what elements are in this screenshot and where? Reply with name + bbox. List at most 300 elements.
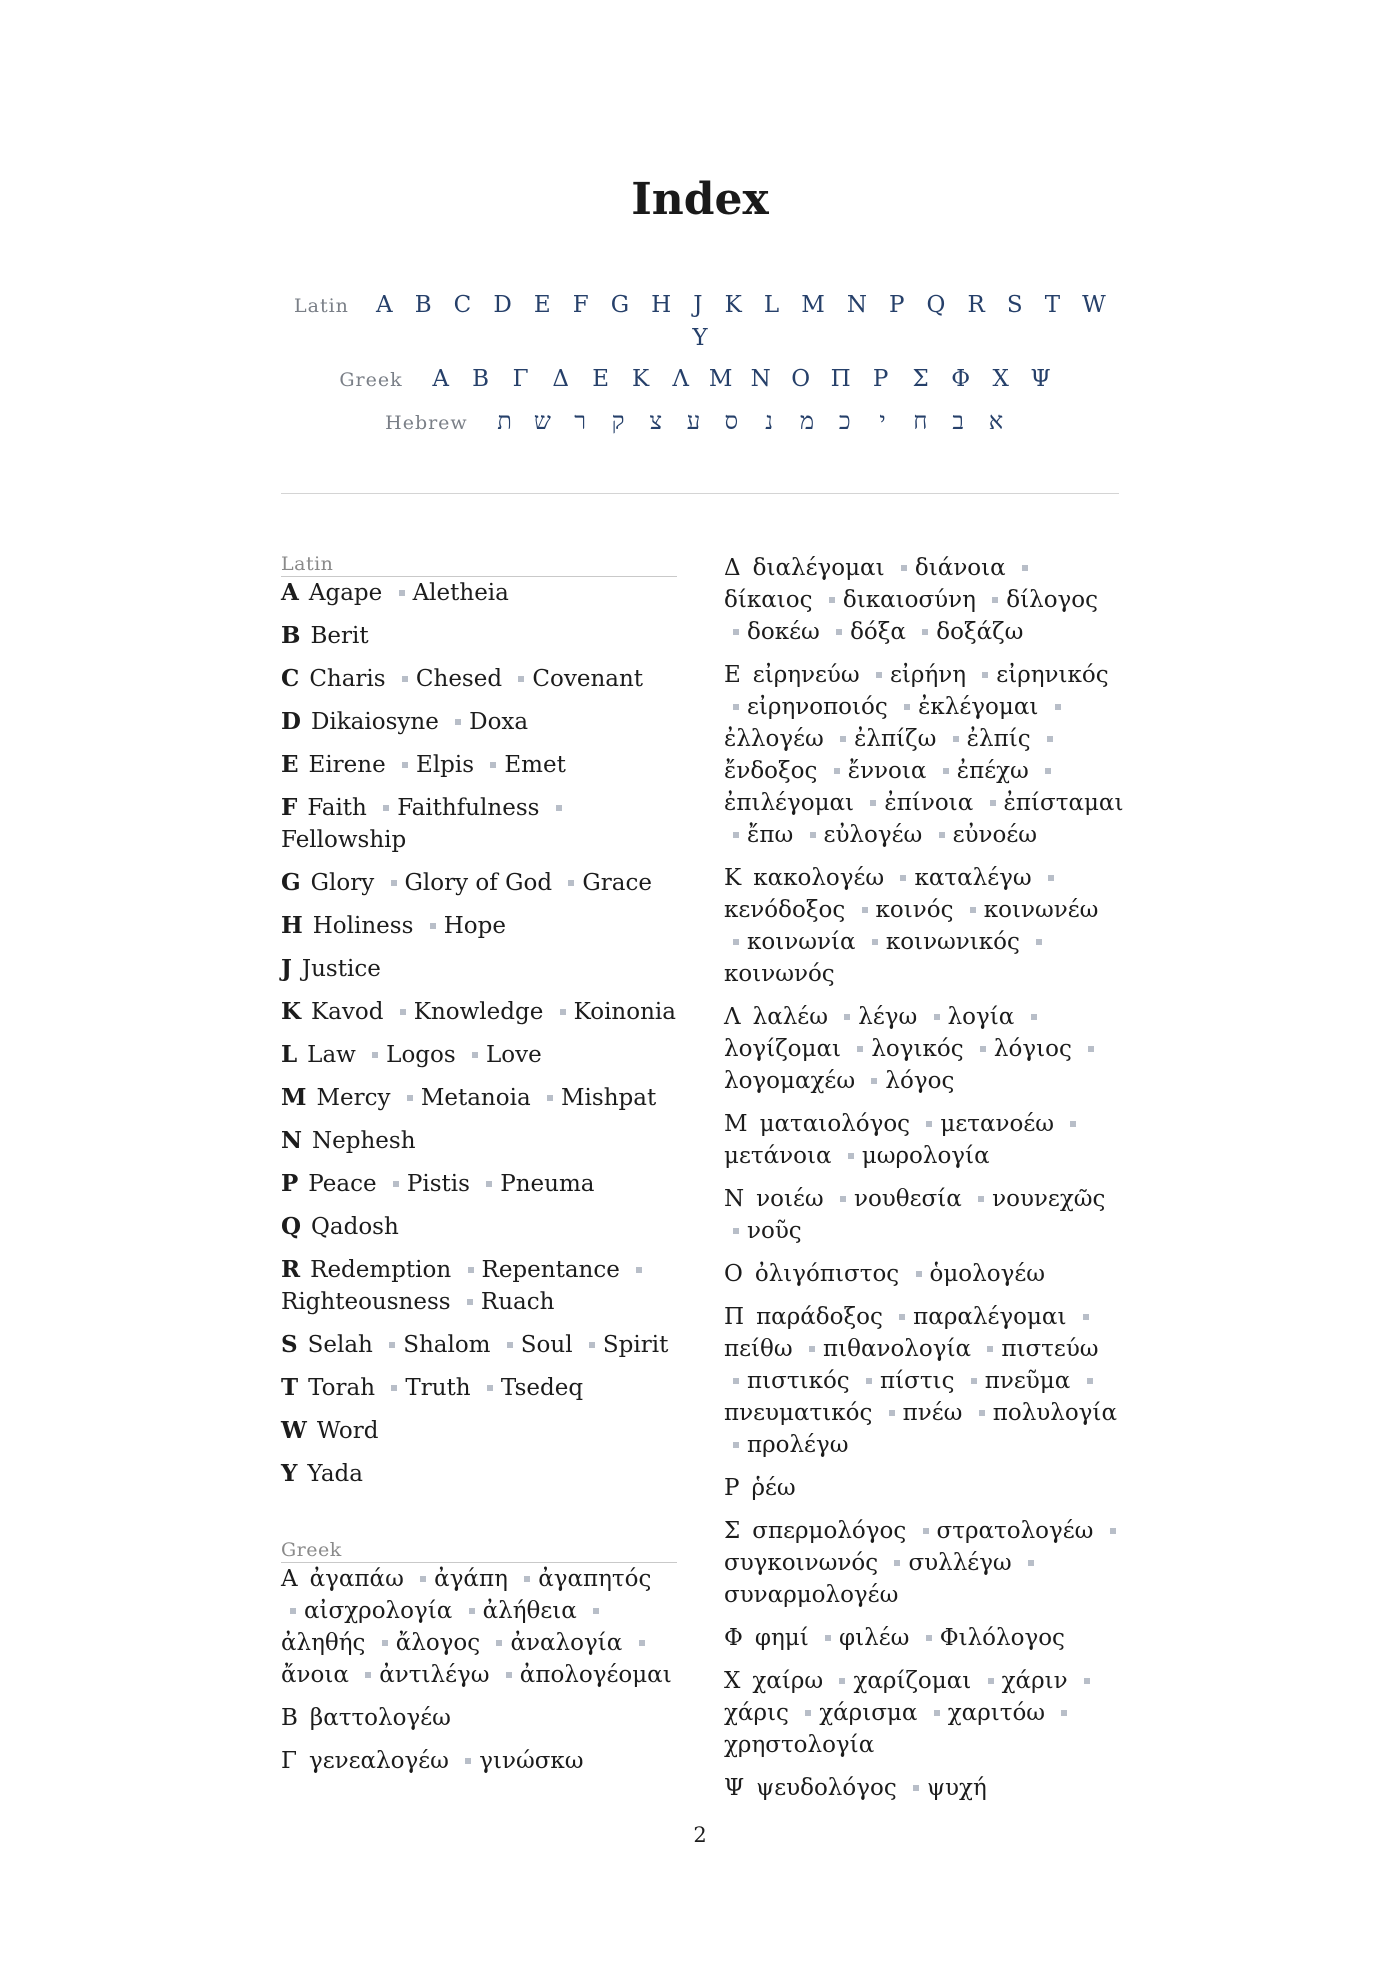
index-term[interactable]: μετανοέω bbox=[940, 1111, 1054, 1137]
index-term[interactable]: πίστις bbox=[880, 1368, 955, 1394]
index-term[interactable]: κοινωνία bbox=[747, 929, 856, 955]
index-term[interactable]: λογικός bbox=[871, 1036, 964, 1062]
index-term[interactable]: ἔπω bbox=[747, 822, 794, 848]
index-entry bbox=[724, 1472, 1124, 1504]
index-term[interactable]: Faith bbox=[307, 795, 367, 821]
index-term[interactable]: βαττολογέω bbox=[309, 1705, 451, 1731]
entry-letter: G bbox=[281, 869, 301, 896]
index-term[interactable]: νοῦς bbox=[747, 1218, 802, 1244]
index-term[interactable]: χαριτόω bbox=[947, 1700, 1046, 1726]
index-term[interactable]: Pistis bbox=[406, 1171, 470, 1197]
index-term[interactable]: γινώσκω bbox=[479, 1748, 584, 1774]
nav-link-greek-5[interactable]: Κ bbox=[632, 366, 650, 392]
index-term[interactable]: ματαιολόγος bbox=[759, 1111, 911, 1137]
index-term[interactable]: ἀγάπη bbox=[434, 1566, 508, 1592]
index-term[interactable]: Logos bbox=[386, 1042, 456, 1068]
index-term[interactable]: Faithfulness bbox=[397, 795, 540, 821]
separator-dot bbox=[848, 1153, 854, 1159]
separator-dot bbox=[913, 1785, 919, 1791]
separator-dot bbox=[365, 1672, 371, 1678]
nav-link-hebrew-3[interactable]: י bbox=[879, 407, 886, 435]
separator-dot bbox=[953, 736, 959, 742]
index-term[interactable]: χαίρω bbox=[752, 1668, 824, 1694]
latin-letter-links bbox=[376, 292, 1106, 318]
index-term[interactable]: εἰρηνοποιός bbox=[747, 694, 888, 720]
index-term[interactable]: Selah bbox=[307, 1332, 373, 1358]
index-term[interactable]: χάρις bbox=[724, 1700, 789, 1726]
nav-link-greek-0[interactable]: Α bbox=[432, 366, 449, 392]
separator-dot bbox=[901, 565, 907, 571]
nav-link-hebrew-2[interactable]: ח bbox=[913, 407, 928, 435]
index-term[interactable]: λέγω bbox=[858, 1004, 918, 1030]
index-term[interactable]: Tsedeq bbox=[500, 1375, 584, 1401]
separator-dot bbox=[490, 762, 496, 768]
separator-dot bbox=[992, 597, 998, 603]
index-entry bbox=[281, 1563, 677, 1691]
nav-link-greek-14[interactable]: Χ bbox=[992, 366, 1009, 392]
separator-dot bbox=[467, 1299, 473, 1305]
index-term[interactable]: λόγος bbox=[885, 1068, 955, 1094]
section-heading-latin: Latin bbox=[281, 552, 677, 577]
separator-dot bbox=[560, 1009, 566, 1015]
index-term[interactable]: ἐλλογέω bbox=[724, 726, 824, 752]
separator-dot bbox=[870, 800, 876, 806]
header-divider bbox=[281, 493, 1119, 494]
nav-link-hebrew-0[interactable]: א bbox=[988, 407, 1004, 435]
index-term[interactable]: ἐπιλέγομαι bbox=[724, 790, 855, 816]
nav-link-greek-7[interactable]: Μ bbox=[708, 366, 733, 392]
index-term[interactable]: δίκαιος bbox=[724, 587, 813, 613]
entry-letter: K bbox=[281, 998, 301, 1025]
separator-dot bbox=[876, 672, 882, 678]
index-term[interactable]: διάνοια bbox=[914, 555, 1006, 581]
index-term[interactable]: Qadosh bbox=[311, 1214, 399, 1240]
separator-dot bbox=[1084, 1678, 1090, 1684]
index-term[interactable]: Torah bbox=[308, 1375, 376, 1401]
separator-dot bbox=[402, 676, 408, 682]
nav-link-hebrew-6[interactable]: נ bbox=[765, 407, 774, 435]
index-term[interactable]: ἀγαπητός bbox=[538, 1566, 652, 1592]
entry-letter: Α bbox=[281, 1566, 298, 1592]
index-term[interactable]: νουθεσία bbox=[853, 1186, 962, 1212]
entry-letter: Ε bbox=[724, 662, 741, 688]
index-term[interactable]: Glory bbox=[310, 870, 375, 896]
index-entry bbox=[281, 1039, 677, 1071]
nav-link-latin-p[interactable]: P bbox=[889, 292, 905, 318]
index-term[interactable]: κενόδοξος bbox=[724, 897, 846, 923]
index-term[interactable]: ὀλιγόπιστος bbox=[754, 1261, 900, 1287]
index-term[interactable]: Justice bbox=[301, 956, 381, 982]
entry-letter: C bbox=[281, 665, 300, 692]
index-entry bbox=[281, 706, 677, 738]
nav-link-latin-w[interactable]: W bbox=[1082, 292, 1106, 318]
nav-link-hebrew-8[interactable]: ע bbox=[686, 407, 701, 435]
greek-alphabet-nav bbox=[0, 366, 1400, 392]
nav-link-greek-6[interactable]: Λ bbox=[672, 366, 689, 392]
index-term[interactable]: Kavod bbox=[311, 999, 384, 1025]
separator-dot bbox=[809, 1346, 815, 1352]
nav-link-latin-d[interactable]: D bbox=[493, 292, 512, 318]
nav-link-greek-11[interactable]: Ρ bbox=[872, 366, 889, 392]
nav-link-latin-q[interactable]: Q bbox=[926, 292, 946, 318]
separator-dot bbox=[547, 1095, 553, 1101]
separator-dot bbox=[939, 832, 945, 838]
index-term[interactable]: Nephesh bbox=[312, 1128, 416, 1154]
index-term[interactable]: Word bbox=[316, 1418, 379, 1444]
index-term[interactable]: Holiness bbox=[312, 913, 414, 939]
nav-link-hebrew-1[interactable]: ב bbox=[952, 407, 964, 435]
page-title: Index bbox=[631, 174, 769, 225]
separator-dot bbox=[469, 1608, 475, 1614]
index-term[interactable]: εἰρήνη bbox=[889, 662, 966, 688]
index-term[interactable]: εὐλογέω bbox=[823, 822, 923, 848]
separator-dot bbox=[916, 1271, 922, 1277]
index-term[interactable]: συλλέγω bbox=[908, 1550, 1012, 1576]
nav-link-hebrew-10[interactable]: ק bbox=[611, 407, 625, 435]
separator-dot bbox=[978, 1196, 984, 1202]
nav-link-greek-12[interactable]: Σ bbox=[912, 366, 929, 392]
nav-link-latin-j[interactable]: J bbox=[693, 292, 703, 318]
index-entry bbox=[724, 1515, 1124, 1611]
index-term[interactable]: πνευματικός bbox=[724, 1400, 873, 1426]
separator-dot bbox=[568, 880, 574, 886]
index-term[interactable]: Eirene bbox=[308, 752, 386, 778]
nav-link-latin-h[interactable]: H bbox=[651, 292, 672, 318]
nav-link-latin-m[interactable]: M bbox=[801, 292, 825, 318]
index-term[interactable]: σπερμολόγος bbox=[752, 1518, 907, 1544]
index-term[interactable]: λόγιος bbox=[993, 1036, 1072, 1062]
nav-link-latin-k[interactable]: K bbox=[724, 292, 742, 318]
index-term[interactable]: κοινός bbox=[875, 897, 954, 923]
index-term[interactable]: ἀντιλέγω bbox=[379, 1662, 490, 1688]
index-term[interactable]: πιστικός bbox=[747, 1368, 850, 1394]
separator-dot bbox=[926, 1635, 932, 1641]
index-term[interactable]: ἐλπίς bbox=[966, 726, 1031, 752]
index-term[interactable]: Covenant bbox=[532, 666, 644, 692]
nav-link-greek-2[interactable]: Γ bbox=[512, 366, 529, 392]
page-number: 2 bbox=[693, 1823, 707, 1847]
separator-dot bbox=[829, 597, 835, 603]
index-term[interactable]: Spirit bbox=[602, 1332, 669, 1358]
index-entry bbox=[724, 862, 1124, 990]
separator-dot bbox=[805, 1710, 811, 1716]
index-term[interactable]: χάριν bbox=[1001, 1668, 1068, 1694]
nav-link-latin-c[interactable]: C bbox=[453, 292, 472, 318]
index-term[interactable]: εἰρηνεύω bbox=[752, 662, 860, 688]
index-entry bbox=[281, 1082, 677, 1114]
nav-link-greek-4[interactable]: Ε bbox=[592, 366, 610, 392]
index-term[interactable]: ἔννοια bbox=[847, 758, 927, 784]
index-term[interactable]: ἀπολογέομαι bbox=[519, 1662, 672, 1688]
nav-link-latin-f[interactable]: F bbox=[572, 292, 589, 318]
separator-dot bbox=[487, 1385, 493, 1391]
nav-link-latin-e[interactable]: E bbox=[533, 292, 551, 318]
index-term[interactable]: συγκοινωνός bbox=[724, 1550, 879, 1576]
index-term[interactable]: νουνεχῶς bbox=[992, 1186, 1106, 1212]
index-term[interactable]: Shalom bbox=[403, 1332, 491, 1358]
index-term[interactable]: Aletheia bbox=[412, 580, 509, 606]
separator-dot bbox=[839, 1678, 845, 1684]
separator-dot bbox=[733, 832, 739, 838]
index-term[interactable]: πείθω bbox=[724, 1336, 793, 1362]
nav-link-latin-n[interactable]: N bbox=[846, 292, 867, 318]
index-term[interactable]: ἐκλέγομαι bbox=[918, 694, 1039, 720]
separator-dot bbox=[290, 1608, 296, 1614]
entry-letter: Β bbox=[281, 1705, 298, 1731]
entry-letter: Q bbox=[281, 1213, 302, 1240]
index-term[interactable]: νοιέω bbox=[756, 1186, 824, 1212]
index-term[interactable]: διαλέγομαι bbox=[752, 555, 885, 581]
index-term[interactable]: ἀγαπάω bbox=[309, 1566, 404, 1592]
index-term[interactable]: δοκέω bbox=[747, 619, 820, 645]
index-term[interactable]: ἐπίνοια bbox=[884, 790, 974, 816]
index-entry bbox=[724, 1108, 1124, 1172]
index-term[interactable]: Pneuma bbox=[500, 1171, 595, 1197]
nav-link-hebrew-12[interactable]: ש bbox=[533, 407, 551, 435]
nav-link-latin-l[interactable]: L bbox=[763, 292, 780, 318]
index-entry bbox=[724, 1001, 1124, 1097]
index-term[interactable]: Agape bbox=[308, 580, 383, 606]
index-term[interactable]: συναρμολογέω bbox=[724, 1582, 899, 1608]
index-term[interactable]: Truth bbox=[405, 1375, 471, 1401]
separator-dot bbox=[486, 1181, 492, 1187]
index-term[interactable]: Berit bbox=[310, 623, 369, 649]
index-term[interactable]: ἀλήθεια bbox=[482, 1598, 577, 1624]
entry-letter: T bbox=[281, 1374, 299, 1401]
index-term[interactable]: ἀναλογία bbox=[510, 1630, 623, 1656]
nav-link-greek-15[interactable]: Ψ bbox=[1030, 366, 1051, 392]
separator-dot bbox=[900, 875, 906, 881]
index-term[interactable]: γενεαλογέω bbox=[308, 1748, 449, 1774]
index-term[interactable]: Doxa bbox=[469, 709, 529, 735]
index-term[interactable]: ῥέω bbox=[751, 1475, 796, 1501]
separator-dot bbox=[840, 736, 846, 742]
index-term[interactable]: παράδοξος bbox=[756, 1304, 883, 1330]
index-term[interactable]: δίλογος bbox=[1006, 587, 1099, 613]
index-term[interactable]: ὁμολογέω bbox=[929, 1261, 1045, 1287]
index-entry bbox=[281, 663, 677, 695]
index-term[interactable]: μωρολογία bbox=[861, 1143, 990, 1169]
nav-link-hebrew-5[interactable]: מ bbox=[799, 407, 815, 435]
index-term[interactable]: πνέω bbox=[902, 1400, 963, 1426]
index-term[interactable]: πιστεύω bbox=[1001, 1336, 1099, 1362]
index-entry bbox=[281, 1372, 677, 1404]
index-term[interactable]: πολυλογία bbox=[992, 1400, 1117, 1426]
nav-link-latin-b[interactable]: B bbox=[414, 292, 432, 318]
index-term[interactable]: Grace bbox=[582, 870, 652, 896]
index-term[interactable]: λογομαχέω bbox=[724, 1068, 856, 1094]
index-entry bbox=[724, 552, 1124, 648]
index-term[interactable]: κοινωνικός bbox=[885, 929, 1020, 955]
index-term[interactable]: Righteousness bbox=[281, 1289, 451, 1315]
separator-dot bbox=[402, 762, 408, 768]
nav-link-hebrew-9[interactable]: צ bbox=[649, 407, 663, 435]
index-entry bbox=[281, 1745, 677, 1777]
index-entry bbox=[724, 1258, 1124, 1290]
index-term[interactable]: εὐνοέω bbox=[952, 822, 1037, 848]
index-term[interactable]: ἐπίσταμαι bbox=[1003, 790, 1124, 816]
separator-dot bbox=[389, 1342, 395, 1348]
separator-dot bbox=[506, 1672, 512, 1678]
entry-letter: Μ bbox=[724, 1111, 748, 1137]
index-term[interactable]: Emet bbox=[504, 752, 566, 778]
index-entry bbox=[281, 1415, 677, 1447]
separator-dot bbox=[524, 1576, 530, 1582]
separator-dot bbox=[926, 1121, 932, 1127]
nav-link-hebrew-7[interactable]: ס bbox=[724, 407, 739, 435]
index-term[interactable]: δικαιοσύνη bbox=[842, 587, 976, 613]
index-term[interactable]: Ruach bbox=[480, 1289, 555, 1315]
index-term[interactable]: καταλέγω bbox=[914, 865, 1032, 891]
index-term[interactable]: Glory of God bbox=[404, 870, 553, 896]
index-term[interactable]: πιθανολογία bbox=[822, 1336, 972, 1362]
index-term[interactable]: Soul bbox=[520, 1332, 573, 1358]
separator-dot bbox=[507, 1342, 513, 1348]
index-term[interactable]: Yada bbox=[307, 1461, 363, 1487]
index-term[interactable]: προλέγω bbox=[747, 1432, 849, 1458]
index-term[interactable]: Peace bbox=[308, 1171, 377, 1197]
index-term[interactable]: ψυχή bbox=[927, 1775, 987, 1801]
separator-dot bbox=[1028, 1560, 1034, 1566]
nav-link-latin-s[interactable]: S bbox=[1006, 292, 1023, 318]
index-term[interactable]: Knowledge bbox=[413, 999, 544, 1025]
index-term[interactable]: δόξα bbox=[850, 619, 906, 645]
entry-letter: Χ bbox=[724, 1668, 741, 1694]
index-term[interactable]: Hope bbox=[443, 913, 506, 939]
index-term[interactable]: Φιλόλογος bbox=[939, 1625, 1065, 1651]
index-term[interactable]: στρατολογέω bbox=[936, 1518, 1094, 1544]
index-term[interactable]: Dikaiosyne bbox=[310, 709, 439, 735]
index-term[interactable]: ἄλογος bbox=[395, 1630, 481, 1656]
separator-dot bbox=[639, 1640, 645, 1646]
index-term[interactable]: χαρίζομαι bbox=[853, 1668, 972, 1694]
separator-dot bbox=[382, 1640, 388, 1646]
index-term[interactable]: ἐπέχω bbox=[956, 758, 1029, 784]
hebrew-letter-links bbox=[486, 407, 1015, 436]
separator-dot bbox=[889, 1410, 895, 1416]
index-term[interactable]: Metanoia bbox=[420, 1085, 531, 1111]
separator-dot bbox=[988, 1678, 994, 1684]
index-term[interactable]: Mishpat bbox=[560, 1085, 657, 1111]
nav-label-latin: Latin bbox=[294, 295, 349, 317]
index-term[interactable]: πνεῦμα bbox=[984, 1368, 1071, 1394]
separator-dot bbox=[733, 1228, 739, 1234]
nav-link-latin-g[interactable]: G bbox=[610, 292, 630, 318]
separator-dot bbox=[383, 805, 389, 811]
index-term[interactable]: παραλέγομαι bbox=[913, 1304, 1067, 1330]
separator-dot bbox=[1036, 939, 1042, 945]
nav-link-latin-a[interactable]: A bbox=[376, 292, 393, 318]
index-term[interactable]: Redemption bbox=[310, 1257, 452, 1283]
nav-link-greek-10[interactable]: Π bbox=[830, 366, 851, 392]
separator-dot bbox=[733, 629, 739, 635]
index-term[interactable]: Love bbox=[485, 1042, 542, 1068]
nav-link-greek-13[interactable]: Φ bbox=[951, 366, 971, 392]
index-term[interactable]: χρηστολογία bbox=[724, 1732, 875, 1758]
nav-link-latin-t[interactable]: T bbox=[1044, 292, 1061, 318]
index-term[interactable]: μετάνοια bbox=[724, 1143, 832, 1169]
index-term[interactable]: ἔνδοξος bbox=[724, 758, 818, 784]
entry-letter: Δ bbox=[724, 555, 741, 581]
entry-letter: F bbox=[281, 794, 298, 821]
index-entry bbox=[281, 577, 677, 609]
entry-letter: D bbox=[281, 708, 301, 735]
separator-dot bbox=[904, 704, 910, 710]
nav-label-greek: Greek bbox=[339, 369, 403, 391]
separator-dot bbox=[844, 1014, 850, 1020]
separator-dot bbox=[1070, 1121, 1076, 1127]
index-term[interactable]: δοξάζω bbox=[936, 619, 1024, 645]
index-term[interactable]: λογία bbox=[947, 1004, 1015, 1030]
index-term[interactable]: λαλέω bbox=[752, 1004, 828, 1030]
index-term[interactable]: φιλέω bbox=[839, 1625, 910, 1651]
index-term[interactable]: λογίζομαι bbox=[724, 1036, 841, 1062]
index-term[interactable]: ἀληθής bbox=[281, 1630, 366, 1656]
entry-letter: J bbox=[281, 955, 292, 982]
index-term[interactable]: ἐλπίζω bbox=[854, 726, 937, 752]
index-entry bbox=[281, 1168, 677, 1200]
index-term[interactable]: Chesed bbox=[415, 666, 503, 692]
entry-letter: Γ bbox=[281, 1748, 297, 1774]
nav-link-latin-y[interactable]: Y bbox=[692, 325, 708, 351]
entry-letter: N bbox=[281, 1127, 303, 1154]
index-entry bbox=[724, 659, 1124, 851]
index-entry bbox=[724, 1772, 1124, 1804]
index-term[interactable]: φημί bbox=[754, 1625, 809, 1651]
index-term[interactable]: Charis bbox=[309, 666, 386, 692]
index-entry bbox=[281, 953, 677, 985]
nav-link-latin-r[interactable]: R bbox=[967, 292, 985, 318]
nav-link-hebrew-11[interactable]: ר bbox=[574, 407, 587, 435]
separator-dot bbox=[990, 800, 996, 806]
index-term[interactable]: κοινωνός bbox=[724, 961, 835, 987]
index-term[interactable]: Koinonia bbox=[573, 999, 676, 1025]
separator-dot bbox=[1045, 768, 1051, 774]
entry-letter: Y bbox=[281, 1460, 298, 1487]
index-term[interactable]: Elpis bbox=[416, 752, 475, 778]
separator-dot bbox=[922, 629, 928, 635]
nav-link-hebrew-4[interactable]: כ bbox=[838, 407, 851, 435]
index-entry bbox=[724, 1622, 1124, 1654]
index-term[interactable]: εἰρηνικός bbox=[996, 662, 1109, 688]
nav-link-hebrew-13[interactable]: ת bbox=[497, 407, 512, 435]
separator-dot bbox=[810, 832, 816, 838]
nav-link-greek-1[interactable]: Β bbox=[472, 366, 490, 392]
index-term[interactable]: ψευδολόγος bbox=[756, 1775, 897, 1801]
index-entry bbox=[281, 996, 677, 1028]
separator-dot bbox=[455, 719, 461, 725]
separator-dot bbox=[399, 590, 405, 596]
separator-dot bbox=[825, 1635, 831, 1641]
separator-dot bbox=[923, 1528, 929, 1534]
index-term[interactable]: Law bbox=[307, 1042, 356, 1068]
index-entry bbox=[281, 792, 677, 856]
index-term[interactable]: Fellowship bbox=[281, 827, 407, 853]
index-term[interactable]: χάρισμα bbox=[819, 1700, 918, 1726]
index-term[interactable]: Mercy bbox=[316, 1085, 391, 1111]
index-term[interactable]: ἄνοια bbox=[281, 1662, 349, 1688]
index-term[interactable]: Repentance bbox=[481, 1257, 620, 1283]
nav-link-greek-8[interactable]: Ν bbox=[750, 366, 771, 392]
index-term[interactable]: κοινωνέω bbox=[983, 897, 1099, 923]
index-term[interactable]: αἰσχρολογία bbox=[304, 1598, 453, 1624]
nav-link-greek-9[interactable]: Ο bbox=[791, 366, 811, 392]
separator-dot bbox=[982, 672, 988, 678]
index-term[interactable]: κακολογέω bbox=[753, 865, 885, 891]
index-entry bbox=[724, 1183, 1124, 1247]
nav-link-greek-3[interactable]: Δ bbox=[552, 366, 569, 392]
entry-letter: Ν bbox=[724, 1186, 745, 1212]
